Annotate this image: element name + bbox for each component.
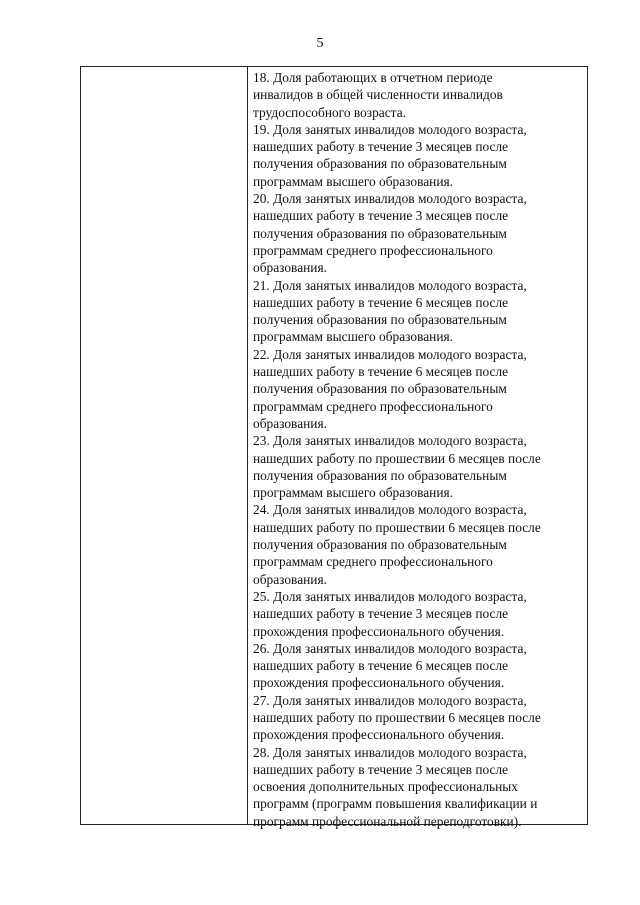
indicator-item (253, 69, 587, 121)
indicator-text-line: получения образования по образовательным (253, 225, 507, 241)
indicator-text-line: прохождения профессионального обучения. (253, 675, 505, 691)
indicator-text-line: 19. Доля занятых инвалидов молодого возраста, (253, 121, 527, 137)
indicator-text-line: нашедших работу по прошествии 6 месяцев после (253, 709, 541, 725)
indicator-item (253, 744, 587, 830)
indicator-text-line: 25. Доля занятых инвалидов молодого возраста, (253, 588, 527, 604)
indicator-text-line: получения образования по образовательным (253, 156, 507, 172)
indicator-item (253, 432, 587, 501)
indicator-text-line: получения образования по образовательным (253, 537, 507, 553)
indicator-text-line: инвалидов в общей численности инвалидов (253, 87, 503, 103)
indicator-text-line: программам высшего образования. (253, 329, 454, 345)
indicator-text-line: 24. Доля занятых инвалидов молодого возраста, (253, 502, 527, 518)
table-left-column (81, 67, 248, 824)
indicator-text-line: нашедших работу в течение 3 месяцев после (253, 761, 509, 777)
indicator-item (253, 640, 587, 692)
indicator-text-line: 22. Доля занятых инвалидов молодого возраста, (253, 346, 527, 362)
indicator-text-line: трудоспособного возраста. (253, 104, 406, 120)
indicator-item (253, 501, 587, 587)
indicator-text-line: 26. Доля занятых инвалидов молодого возраста, (253, 640, 527, 656)
indicator-text-line: программам среднего профессионального (253, 554, 493, 570)
table-right-column (253, 69, 587, 830)
indicator-text-line: получения образования по образовательным (253, 467, 507, 483)
indicator-text-line: программам высшего образования. (253, 173, 454, 189)
indicator-item (253, 121, 587, 190)
indicator-text-line: нашедших работу в течение 3 месяцев после (253, 606, 509, 622)
indicator-text-line: 27. Доля занятых инвалидов молодого возраста, (253, 692, 527, 708)
indicator-text-line: 23. Доля занятых инвалидов молодого возраста, (253, 433, 527, 449)
indicator-text-line: нашедших работу по прошествии 6 месяцев после (253, 450, 541, 466)
indicator-text-line: образования. (253, 415, 327, 431)
indicator-text-line: программ (программ повышения квалификации и (253, 796, 538, 812)
indicator-text-line: освоения дополнительных профессиональных (253, 779, 518, 795)
indicator-text-line: 20. Доля занятых инвалидов молодого возраста, (253, 191, 527, 207)
indicators-table (80, 66, 588, 829)
indicator-text-line: нашедших работу в течение 6 месяцев после (253, 294, 509, 310)
indicator-text-line: 28. Доля занятых инвалидов молодого возраста, (253, 744, 527, 760)
indicator-text-line: 21. Доля занятых инвалидов молодого возраста, (253, 277, 527, 293)
indicator-text-line: 18. Доля работающих в отчетном периоде (253, 70, 493, 85)
indicator-text-line: нашедших работу в течение 3 месяцев после (253, 139, 509, 155)
indicator-item (253, 692, 587, 744)
indicator-item (253, 190, 587, 276)
indicator-text-line: нашедших работу в течение 6 месяцев после (253, 658, 509, 674)
indicator-text-line: программ профессиональной переподготовки). (253, 813, 522, 829)
indicator-text-line: программам высшего образования. (253, 485, 454, 501)
page-number: 5 (316, 36, 324, 51)
indicator-text-line: образования. (253, 571, 327, 587)
indicator-text-line: программам среднего профессионального (253, 242, 493, 258)
indicator-text-line: нашедших работу по прошествии 6 месяцев после (253, 519, 541, 535)
indicator-item (253, 277, 587, 346)
indicator-text-line: прохождения профессионального обучения. (253, 727, 505, 743)
indicator-text-line: нашедших работу в течение 6 месяцев после (253, 364, 509, 380)
indicator-text-line: нашедших работу в течение 3 месяцев после (253, 208, 509, 224)
indicator-text-line: получения образования по образовательным (253, 312, 507, 328)
indicator-text-line: получения образования по образовательным (253, 381, 507, 397)
indicator-item (253, 346, 587, 432)
indicator-item (253, 588, 587, 640)
indicator-text-line: образования. (253, 260, 327, 276)
indicator-text-line: прохождения профессионального обучения. (253, 623, 505, 639)
indicator-text-line: программам среднего профессионального (253, 398, 493, 414)
